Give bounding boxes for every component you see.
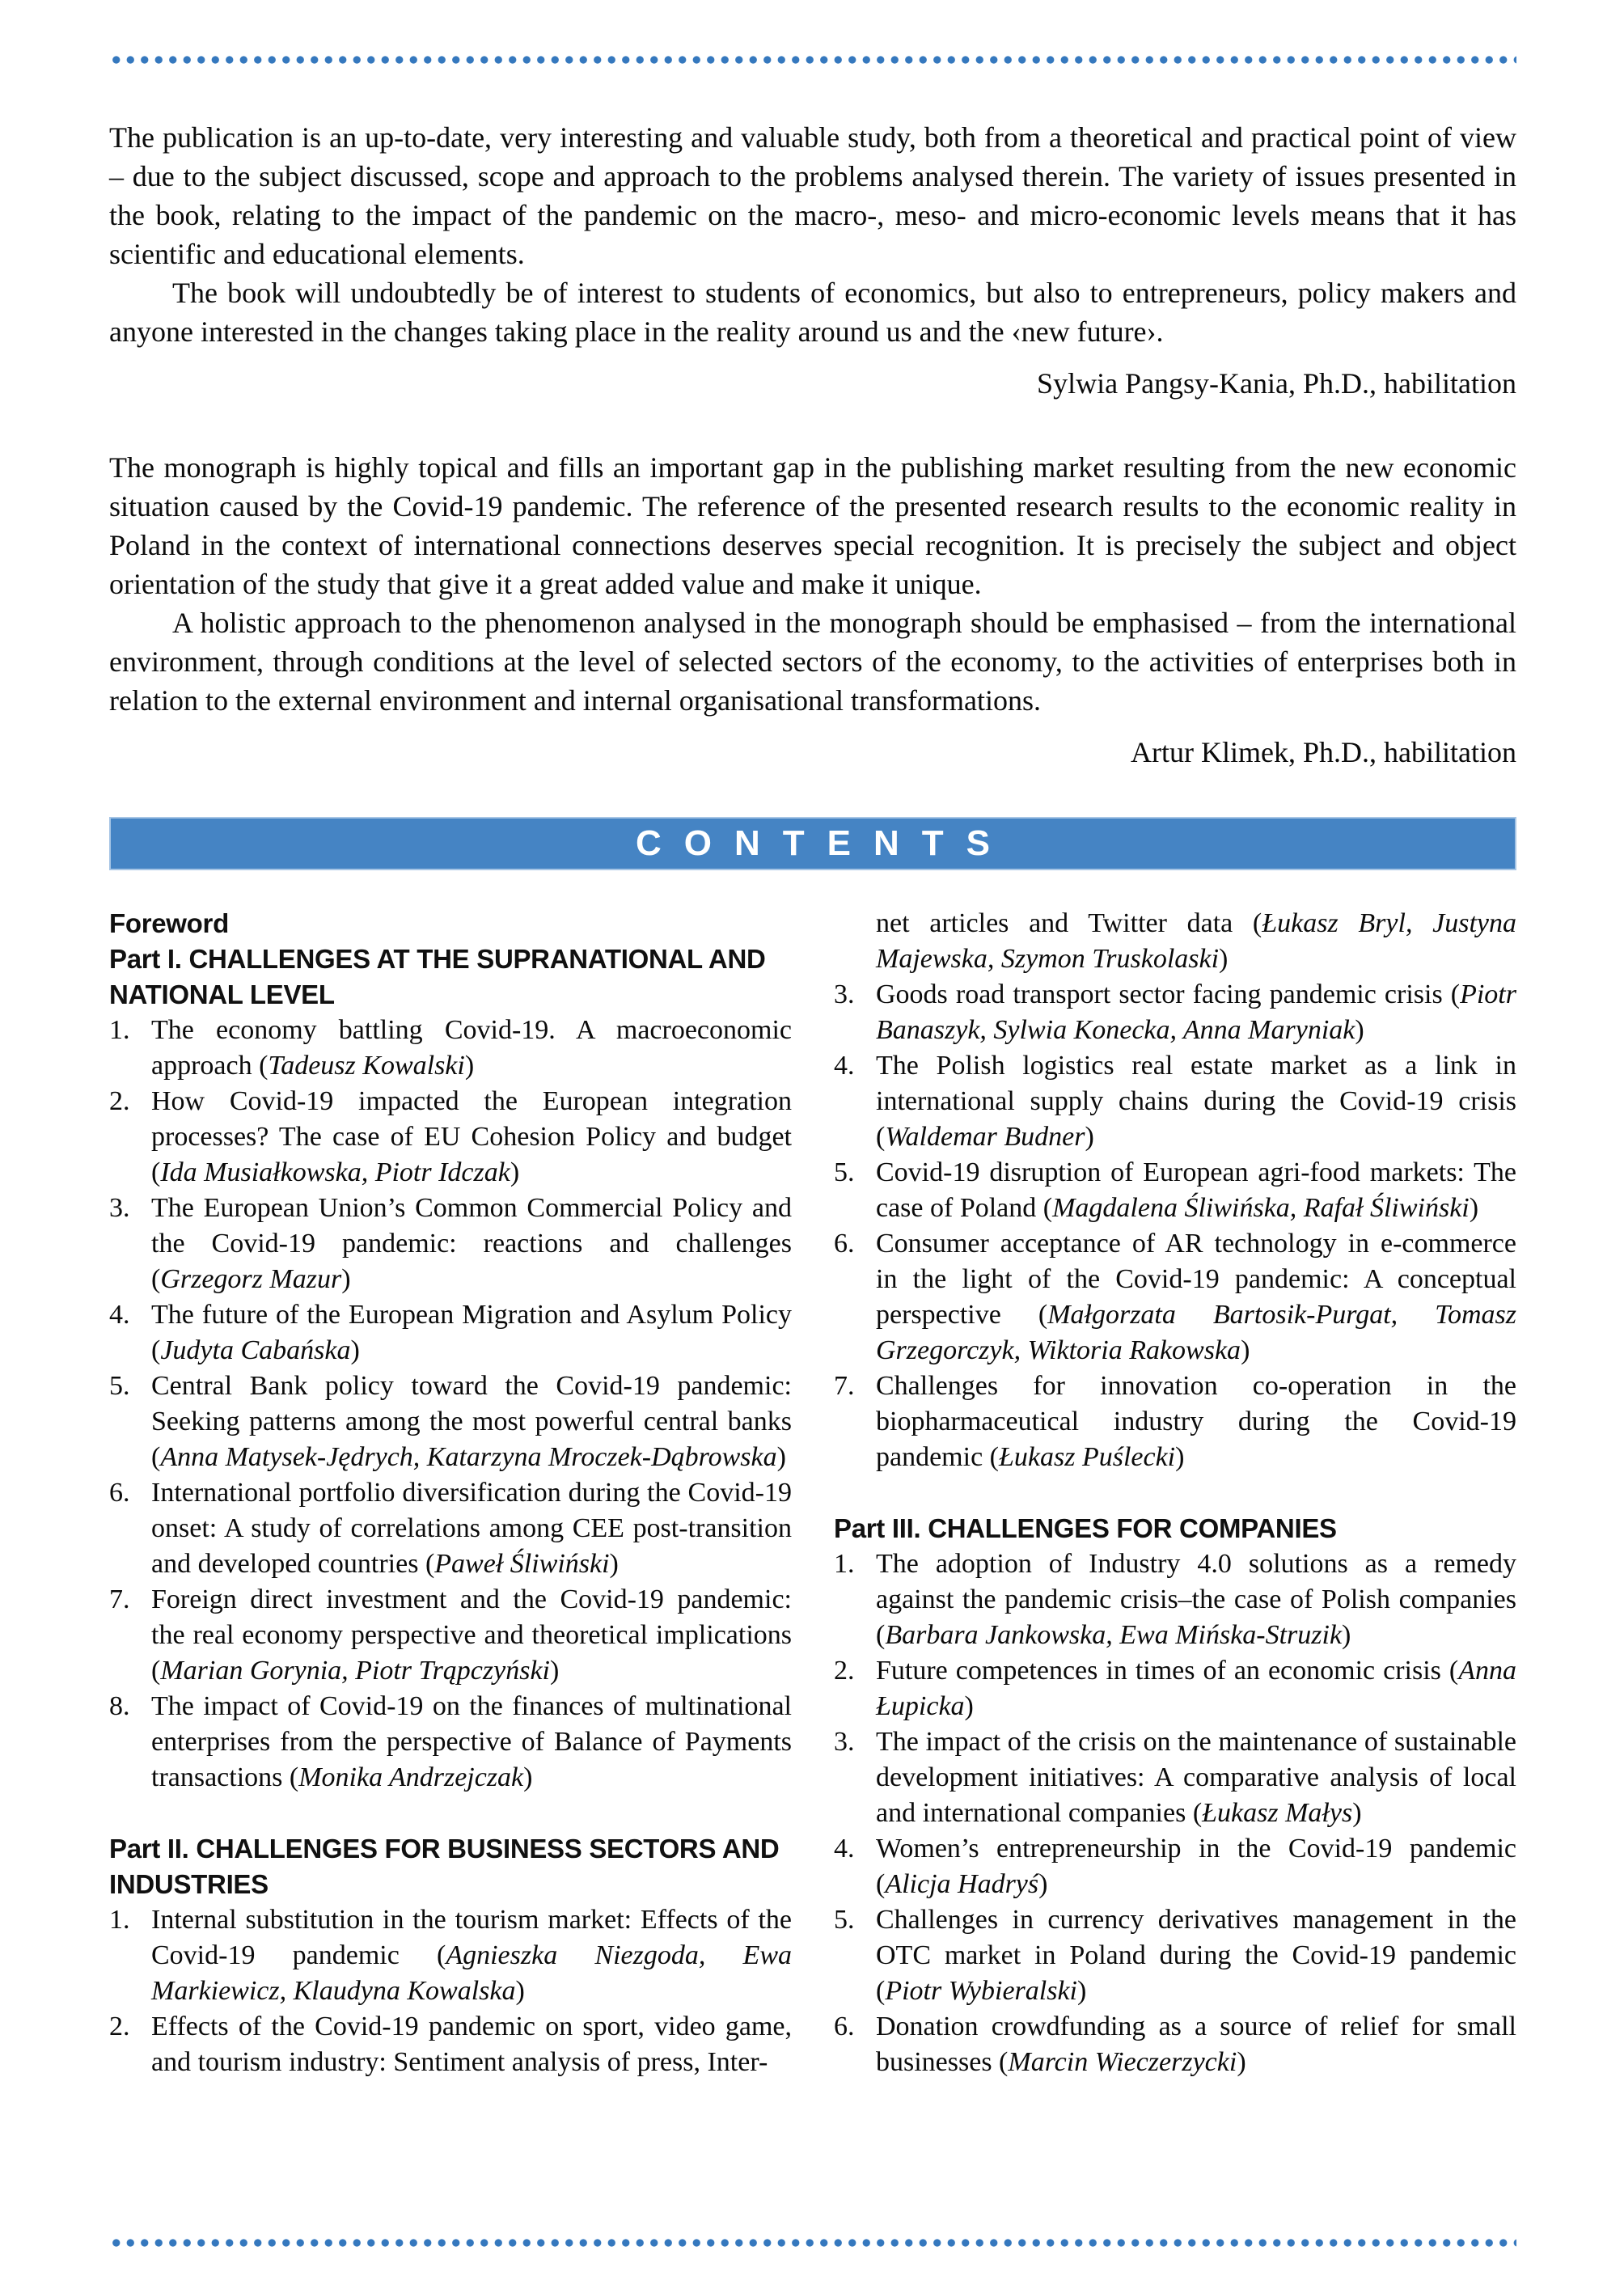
toc-item-text: Women’s entrepreneurship in the Covid-19 pandemic (Alicja Hadryś) (876, 1834, 1516, 1899)
toc-section-heading: Foreword (109, 908, 229, 938)
toc-left-column (109, 906, 792, 2080)
toc-item (834, 977, 1516, 1048)
toc-item (109, 1013, 792, 1084)
toc-item (834, 1226, 1516, 1369)
contents-title: CONTENTS (636, 823, 1013, 863)
bottom-dotted-divider (109, 2238, 1516, 2248)
review-paragraph: A holistic approach to the phenomenon analysed in the monograph should be emphasised – from the international environment, through conditions at the level of selected sectors of the economy, to the activities of enterprises both in relation to the external environment and internal organisational transformations. (109, 607, 1516, 717)
toc-item-number: 5. (834, 1905, 855, 1935)
toc-item-text: How Covid-19 impacted the European integration processes? The case of EU Cohesion Policy and budget (Ida Musiałkowska, Piotr Idczak) (151, 1086, 792, 1187)
toc-item-number: 7. (834, 1371, 855, 1401)
toc-item-number: 1. (109, 1905, 130, 1935)
toc-item (109, 2009, 792, 2080)
top-dotted-divider (109, 55, 1516, 65)
toc-item (834, 2009, 1516, 2080)
toc-item-text: Foreign direct investment and the Covid-19 pandemic: the real economy perspective and theoretical implications (Marian Gorynia, Piotr Trąpczyński) (151, 1584, 792, 1686)
toc-item (109, 1582, 792, 1689)
toc-item-number: 1. (109, 1015, 130, 1045)
review-attribution: Sylwia Pangsy-Kania, Ph.D., habilitation (1037, 367, 1516, 400)
review-paragraph: The monograph is highly topical and fills an important gap in the publishing market resulting from the new economic situation caused by the Covid-19 pandemic. The reference of the presented research results to the economic reality in Poland in the context of international connections deserves special recognition. It is precisely the subject and object orientation of the study that give it a great added value and make it unique. (109, 451, 1516, 600)
toc-right-column (834, 906, 1516, 2080)
toc-item-number: 2. (109, 2012, 130, 2041)
toc-item-text: Internal substitution in the tourism market: Effects of the Covid-19 pandemic (Agnieszka Niezgoda, Ewa Markiewicz, Klaudyna Kowalska) (151, 1905, 792, 2006)
toc-item (109, 1475, 792, 1582)
toc-item-text: net articles and Twitter data (Łukasz Bryl, Justyna Majewska, Szymon Truskolaski) (876, 908, 1516, 974)
review-paragraph: The book will undoubtedly be of interest to students of economics, but also to entrepreneurs, policy makers and anyone interested in the changes taking place in the reality around us and the ‹new future›. (109, 277, 1516, 348)
review-block (109, 448, 1516, 772)
toc-item-number: 7. (109, 1584, 130, 1614)
toc-item (109, 1084, 792, 1191)
toc-item-text: Consumer acceptance of AR technology in e-commerce in the light of the Covid-19 pandemic: A conceptual perspective (Małgorzata Bartosik-Purgat, Tomasz Grzegorczyk, Wiktoria Rakowska) (876, 1229, 1516, 1365)
toc-item-text: The adoption of Industry 4.0 solutions as a remedy against the pandemic crisis–the case of Polish companies (Barbara Jankowska, Ewa Mińska-Struzik) (876, 1549, 1516, 1650)
toc-item-text: Challenges in currency derivatives management in the OTC market in Poland during the Covid-19 pandemic (Piotr Wybieralski) (876, 1905, 1516, 2006)
toc-item-text: The economy battling Covid-19. A macroeconomic approach (Tadeusz Kowalski) (151, 1015, 792, 1081)
table-of-contents (109, 906, 1516, 2080)
toc-item-number: 1. (834, 1549, 855, 1579)
toc-item-number: 5. (834, 1157, 855, 1187)
toc-item-text: Effects of the Covid-19 pandemic on sport, video game, and tourism industry: Sentiment analysis of press, Inter- (151, 2012, 792, 2077)
toc-item-text: The impact of Covid-19 on the finances of multinational enterprises from the perspective of Balance of Payments transactions (Monika Andrzejczak) (151, 1691, 792, 1792)
toc-item-text: The Polish logistics real estate market as a link in international supply chains during the Covid-19 crisis (Waldemar Budner) (876, 1051, 1516, 1152)
review-paragraph: The publication is an up-to-date, very interesting and valuable study, both from a theoretical and practical point of view – due to the subject discussed, scope and approach to the problems analysed therein. The variety of issues presented in the book, relating to the impact of the pandemic on the macro-, meso- and micro-economic levels means that it has scientific and educational elements. (109, 121, 1516, 270)
review-block (109, 118, 1516, 403)
toc-item-continuation (834, 906, 1516, 977)
toc-item (834, 1902, 1516, 2009)
toc-item-number: 8. (109, 1691, 130, 1721)
toc-item-number: 3. (834, 979, 855, 1009)
toc-item-text: Central Bank policy toward the Covid-19 pandemic: Seeking patterns among the most powerful central banks (Anna Matysek-Jędrych, Katarzyna Mroczek-Dąbrowska) (151, 1371, 792, 1472)
contents-banner (109, 817, 1516, 870)
toc-item-text: Donation crowdfunding as a source of relief for small businesses (Marcin Wieczerzycki) (876, 2012, 1516, 2077)
toc-item-text: The future of the European Migration and Asylum Policy (Judyta Cabańska) (151, 1300, 792, 1365)
toc-item (109, 1191, 792, 1297)
toc-item-number: 2. (109, 1086, 130, 1116)
toc-item (834, 1546, 1516, 1653)
reviews-section (109, 118, 1516, 772)
toc-item-number: 3. (834, 1727, 855, 1757)
toc-item (109, 1369, 792, 1475)
toc-item (109, 1902, 792, 2009)
toc-item-text: International portfolio diversification during the Covid-19 onset: A study of correlations among CEE post-transition and developed countries (Paweł Śliwiński) (151, 1478, 792, 1579)
toc-item (834, 1724, 1516, 1831)
toc-item-number: 4. (834, 1834, 855, 1864)
toc-item (834, 1369, 1516, 1475)
toc-item-text: Goods road transport sector facing pandemic crisis (Piotr Banaszyk, Sylwia Konecka, Anna Maryniak) (876, 979, 1516, 1045)
toc-section-heading: Part I. CHALLENGES AT THE SUPRANATIONAL AND NATIONAL LEVEL (109, 944, 766, 1009)
toc-item-text: Future competences in times of an economic crisis (Anna Łupicka) (876, 1656, 1516, 1721)
toc-item-number: 6. (834, 2012, 855, 2041)
review-attribution: Artur Klimek, Ph.D., habilitation (1131, 736, 1516, 768)
toc-item-number: 3. (109, 1193, 130, 1223)
toc-item-number: 5. (109, 1371, 130, 1401)
toc-item-number: 6. (109, 1478, 130, 1508)
toc-item-number: 4. (109, 1300, 130, 1330)
toc-item (834, 1048, 1516, 1155)
toc-item-text: Covid-19 disruption of European agri-food markets: The case of Poland (Magdalena Śliwińska, Rafał Śliwiński) (876, 1157, 1516, 1223)
toc-item (834, 1155, 1516, 1226)
toc-item (109, 1689, 792, 1796)
toc-item-text: The European Union’s Common Commercial Policy and the Covid-19 pandemic: reactions and challenges (Grzegorz Mazur) (151, 1193, 792, 1294)
toc-item (834, 1831, 1516, 1902)
toc-section-heading: Part III. CHALLENGES FOR COMPANIES (834, 1513, 1337, 1543)
toc-item-number: 2. (834, 1656, 855, 1686)
toc-section-heading: Part II. CHALLENGES FOR BUSINESS SECTORS AND INDUSTRIES (109, 1834, 780, 1899)
toc-item-number: 6. (834, 1229, 855, 1259)
toc-item-number: 4. (834, 1051, 855, 1081)
toc-item-text: Challenges for innovation co-operation in the biopharmaceutical industry during the Covid-19 pandemic (Łukasz Puślecki) (876, 1371, 1516, 1472)
toc-item (834, 1653, 1516, 1724)
toc-item-text: The impact of the crisis on the maintenance of sustainable development initiatives: A comparative analysis of local and international companies (Łukasz Małys) (876, 1727, 1516, 1828)
toc-item (109, 1297, 792, 1369)
